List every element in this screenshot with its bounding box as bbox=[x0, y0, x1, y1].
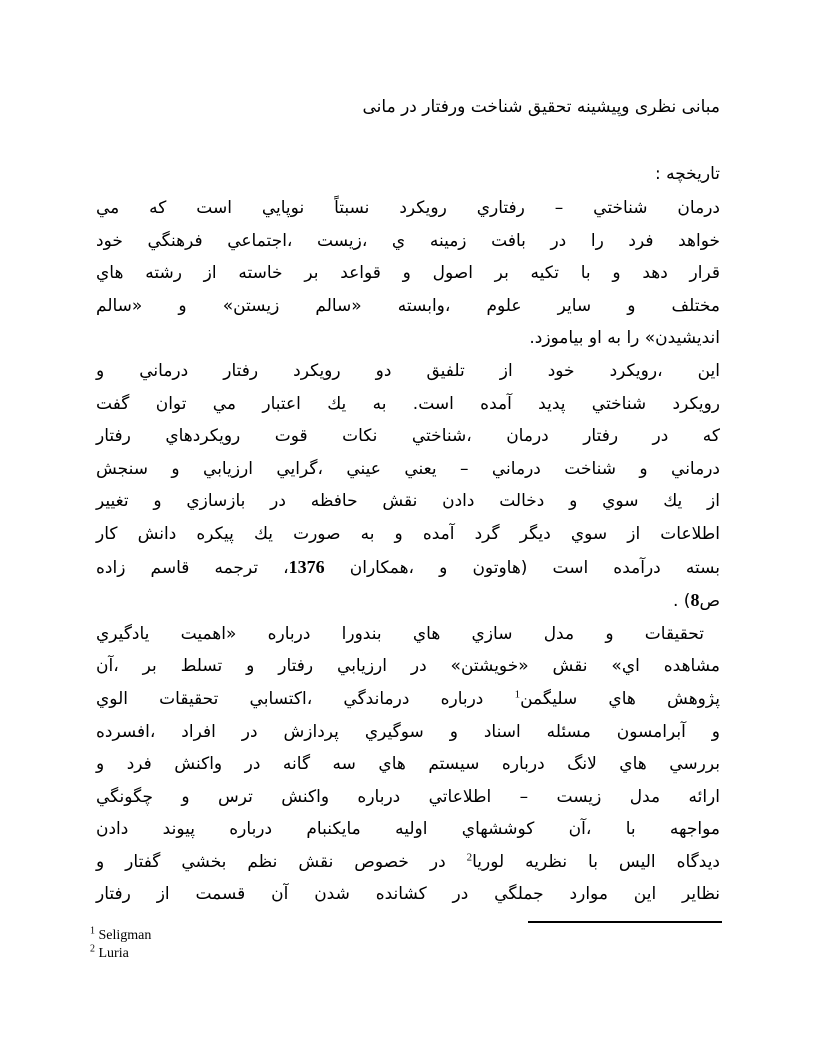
footnote-separator bbox=[528, 921, 722, 923]
footnote-number: 1 bbox=[90, 925, 95, 937]
text-after-ref: درباره درماندگي ،اكتسابي تحقيقات الوي bbox=[96, 688, 515, 709]
footnote-reference-1: 1 bbox=[514, 688, 521, 701]
footnote bbox=[90, 942, 151, 963]
document-title: مبانی نظری وپیشینه تحقیق شناخت ورفتار در مانی bbox=[362, 97, 720, 117]
text-line: درمان شناختي – رفتاري رويكرد نسبتاً نوپايي است كه مي bbox=[96, 198, 720, 218]
text-before-ref: ديدگاه اليس با نظريه لوريا bbox=[472, 851, 720, 872]
text-line: درماني و شناخت درماني – يعني عيني ،گرايي ارزيابي و سنجش bbox=[96, 458, 720, 479]
text-line: رويكرد شناختي پديد آمده است. به يك اعتبار مي توان گفت bbox=[96, 393, 720, 414]
text-line: اين ،رويكرد خود از تلفيق دو رويكرد رفتار درماني و bbox=[96, 360, 720, 381]
text-line: مشاهده اي» نقش «خويشتن» در ارزيابي رفتار و تسلط بر ،آن bbox=[96, 656, 720, 677]
document-content bbox=[96, 96, 720, 911]
footnote-reference-2: 2 bbox=[466, 851, 473, 864]
text-line: انديشيدن» را به او بياموزد. bbox=[529, 328, 720, 349]
footnote-ref-line bbox=[96, 683, 720, 716]
citation-text-start: بسته درآمده است (هاوتون و ،همكاران bbox=[324, 557, 720, 578]
footnote-ref-line bbox=[96, 846, 720, 879]
footnote-text: Luria bbox=[98, 945, 129, 961]
page-line-end: ) . bbox=[672, 591, 691, 612]
text-line: نظاير اين موارد جملگي در كشانده شدن آن قسمت از رفتار bbox=[96, 884, 720, 905]
text-line: مواجهه با ،آن كوششهاي اوليه مايكنبام درباره پيوند دادن bbox=[96, 819, 720, 840]
text-line: از يك سوي و دخالت دادن نقش حافظه در بازسازي و تغيير bbox=[96, 491, 720, 512]
page-number: 8 bbox=[690, 590, 700, 611]
page-abbrev: ص bbox=[699, 591, 720, 612]
text-line: كه در رفتار درمان ،شناختي نكات قوت رويكردهاي رفتار bbox=[96, 426, 720, 447]
footnote bbox=[90, 927, 151, 945]
citation-year: 1376 bbox=[288, 556, 325, 577]
text-line: خواهد فرد را در بافت زمينه ي ،زيست ،اجتماعي فرهنگي خود bbox=[96, 230, 720, 251]
text-after-ref: در خصوص نقش نظم بخشي گفتار و bbox=[96, 851, 467, 872]
text-line: ارائه مدل زيست – اطلاعاتي درباره واكنش ترس و چگونگي bbox=[96, 786, 720, 807]
citation-text-end: ، ترجمه قاسم زاده bbox=[96, 557, 289, 578]
text-line: قرار دهد و با تكيه بر اصول و قواعد بر خاسته از رشته هاي bbox=[96, 263, 720, 284]
citation-line bbox=[96, 551, 720, 585]
text-line: بررسي هاي لانگ درباره سيستم هاي سه گانه در واكنش فرد و bbox=[96, 754, 720, 775]
footnote-text: Seligman bbox=[98, 928, 152, 943]
footnote-number: 2 bbox=[90, 942, 95, 954]
text-line: تحقيقات و مدل سازي هاي بندورا درباره «اهميت يادگيري bbox=[96, 623, 704, 644]
section-heading: تاريخچه : bbox=[654, 164, 720, 184]
footnotes bbox=[90, 927, 151, 962]
text-before-ref: پژوهش هاي سليگمن bbox=[520, 688, 720, 709]
text-line: مختلف و ساير علوم ،وابسته «سالم زيستن» و «سالم bbox=[96, 295, 720, 316]
text-line: اطلاعات از سوي ديگر گرد آمده و به صورت يك پيكره دانش كار bbox=[96, 523, 720, 544]
citation-page-line bbox=[96, 584, 720, 618]
text-line: و آبرامسون مسئله اسناد و سوگيري پردازش در افراد ،افسرده bbox=[96, 721, 720, 742]
